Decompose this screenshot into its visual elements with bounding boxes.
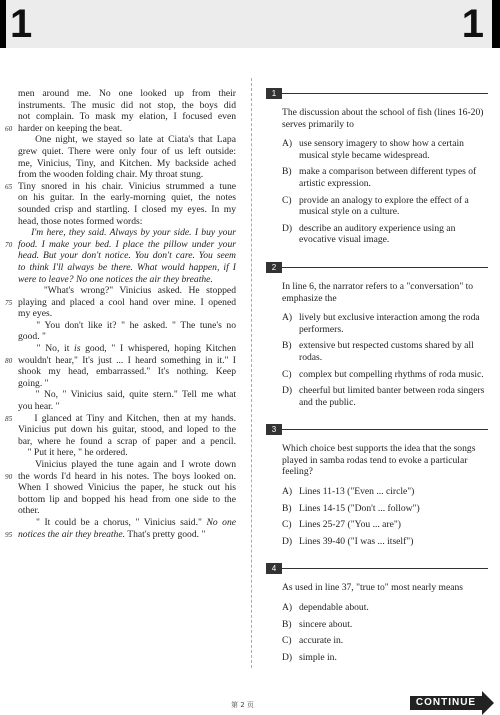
question-number: 2 (266, 262, 282, 273)
choice-letter: D) (282, 651, 293, 663)
choice-text: accurate in. (299, 635, 344, 647)
question-3 (266, 424, 488, 547)
choice-letter: B) (282, 618, 292, 630)
answer-choice[interactable] (282, 340, 488, 363)
line-number: 95 (5, 530, 13, 539)
continue-button[interactable]: CONTINUE (410, 696, 482, 710)
passage-line-text: from the wooden folding chair. My throat stung. (18, 169, 204, 181)
choice-text: simple in. (299, 651, 337, 663)
passage-line (18, 227, 236, 239)
passage-line (18, 459, 236, 471)
passage-line (5, 296, 236, 309)
question-number: 1 (266, 88, 282, 99)
choice-text: Lines 14-15 ("Don't ... follow") (299, 502, 420, 514)
question-number-bar (266, 563, 488, 574)
answer-choice[interactable] (282, 166, 488, 189)
passage-line-text: on his guitar. In the early-morning quiet, the notes (18, 192, 236, 204)
choice-letter: A) (282, 312, 293, 324)
passage-line (5, 180, 236, 193)
passage-line-text: other. (18, 505, 40, 517)
choice-letter: B) (282, 166, 292, 178)
passage-line-text: Vinicius played the tune again and I wrote down (18, 459, 236, 470)
passage-line-text: head. But your don't notice. You don't care. You seem (18, 250, 236, 262)
choice-text: complex but compelling rhythms of roda music. (299, 368, 484, 380)
passage-line-text: " Put it here, " he ordered. (18, 447, 128, 459)
question-4 (266, 563, 488, 663)
question-number-bar (266, 262, 488, 273)
choice-text: cheerful but limited banter between roda singers and the public. (299, 385, 485, 408)
question-1 (266, 88, 488, 246)
passage-line-text: going. " (18, 377, 49, 389)
choice-text: Lines 25-27 ("You ... are") (299, 519, 401, 531)
question-number-bar (266, 88, 488, 99)
passage-line (5, 122, 236, 135)
passage-line (18, 250, 236, 262)
answer-choices (266, 312, 488, 408)
answer-choices (266, 138, 488, 246)
continue-arrow-icon[interactable] (482, 691, 494, 715)
passage-line (18, 134, 236, 146)
passage-line-text: my eyes. (18, 308, 53, 320)
choice-letter: D) (282, 222, 293, 234)
answer-choices (266, 602, 488, 663)
question-stem: As used in line 37, "true to" most nearly means (282, 582, 464, 594)
header-right-bar (492, 0, 500, 48)
passage-line-text: I'm here, they said. Always by your side. I buy your (31, 227, 236, 239)
question-rule (266, 93, 488, 94)
passage-line (18, 285, 236, 297)
passage-line-text: shook my head, embarrassed." It's nothing. Keep (18, 366, 236, 378)
passage-line (18, 447, 236, 459)
passage-line (18, 146, 236, 158)
line-number: 70 (5, 240, 13, 249)
passage-line-text: bottom lip and bopped his head from one side to the (18, 493, 236, 505)
passage-line-text: the words I'd heard in his notes. The boys looked on. (18, 470, 236, 482)
passage-line-text: not complain. To mask my elation, I focused even (18, 111, 236, 123)
answer-choice[interactable] (282, 635, 488, 647)
passage-line (18, 494, 236, 506)
choice-text: describe an auditory experience using an evocative visual image. (299, 222, 456, 246)
line-number: 80 (5, 356, 13, 365)
passage-line (18, 517, 236, 529)
question-2 (266, 262, 488, 408)
passage-line (5, 528, 236, 541)
passage-line-text: bar, where he found a scrap of paper and a pencil. (18, 435, 236, 447)
passage-line (18, 262, 236, 274)
passage-line (18, 158, 236, 170)
passage-line (18, 482, 236, 494)
section-number-right: 1 (461, 2, 484, 46)
reading-passage (5, 88, 236, 540)
choice-letter: A) (282, 602, 293, 614)
line-number: 85 (5, 414, 13, 423)
passage-line (18, 204, 236, 216)
answer-choice[interactable] (282, 503, 488, 515)
question-number-bar (266, 424, 488, 435)
passage-line-text: wouldn't hear," It's just ... I heard something in it." I (18, 354, 236, 366)
choice-text: use sensory imagery to show how a certain musical style became widespread. (299, 138, 464, 161)
passage-line-text: One night, we stayed so late at Ciata's that Lapa (18, 134, 236, 146)
passage-line (5, 470, 236, 483)
passage-line (18, 366, 236, 378)
passage-line (18, 88, 236, 100)
question-number: 3 (266, 424, 282, 435)
question-stem: Which choice best supports the idea that the songs played in samba rodas tend to evoke a particular feeling? (282, 443, 476, 478)
choice-letter: D) (282, 385, 293, 397)
passage-line-text: good. " (18, 331, 46, 343)
choice-letter: B) (282, 502, 292, 514)
question-rule (266, 267, 488, 268)
passage-line (5, 238, 236, 251)
passage-line (18, 169, 236, 181)
passage-line-text: playing and placed a cool hand over mine. I opened (18, 296, 236, 308)
passage-line (18, 192, 236, 204)
passage-line-text: I glanced at Tiny and Kitchen, then at my hands. (18, 412, 236, 424)
choice-letter: C) (282, 519, 292, 531)
choice-letter: A) (282, 486, 293, 498)
passage-line (18, 378, 236, 390)
answer-choice[interactable] (282, 619, 488, 631)
answer-choice[interactable] (282, 652, 488, 664)
passage-line (18, 308, 236, 320)
answer-choice[interactable] (282, 385, 488, 408)
passage-line (5, 412, 236, 425)
line-number: 90 (5, 472, 13, 481)
question-number: 4 (266, 563, 282, 574)
passage-line-text: "What's wrong?" Vinicius asked. He stopped (18, 285, 236, 297)
passage-line (18, 100, 236, 112)
passage-line-text: " No, " Vinicius said, quite stern." Tell me what (18, 389, 236, 401)
section-header (0, 0, 500, 48)
passage-line (18, 436, 236, 448)
choice-text: Lines 39-40 ("I was ... itself") (299, 535, 414, 547)
page-number: 第 2 页 (231, 701, 254, 709)
question-rule (266, 429, 488, 430)
passage-line (18, 343, 236, 355)
choice-letter: C) (282, 635, 292, 647)
question-stem: In line 6, the narrator refers to a "conversation" to emphasize the (282, 280, 474, 304)
choice-text: provide an analogy to explore the effect of a musical style on a culture. (299, 194, 469, 218)
passage-line (18, 320, 236, 332)
passage-line (18, 505, 236, 517)
passage-line-text: grew quiet. There were only four of us left outside: (18, 145, 236, 157)
passage-line (18, 216, 236, 228)
answer-choice[interactable] (282, 536, 488, 548)
passage-line-text: head, those notes formed words: (18, 215, 143, 227)
line-number: 65 (5, 182, 13, 191)
section-number-left: 1 (10, 2, 33, 46)
passage-line (18, 111, 236, 123)
passage-line-text: me, Vinicius, Tiny, and Kitchen. My backside ached (18, 157, 236, 169)
line-number: 60 (5, 124, 13, 133)
question-stem: The discussion about the school of fish (lines 16-20) serves primarily to (282, 107, 484, 130)
answer-choice[interactable] (282, 223, 488, 246)
passage-line-text: Vinicius put down his guitar, stood, and loped to the (18, 424, 236, 436)
choice-letter: C) (282, 368, 292, 380)
passage-line-text: harder on keeping the beat. (18, 122, 123, 134)
choice-letter: A) (282, 138, 293, 150)
passage-line (18, 389, 236, 401)
passage-line-text: sounded crisp and startling. I closed my eyes. In my (18, 203, 236, 215)
answer-choice[interactable] (282, 312, 488, 335)
passage-line-text: " No, it is good, " I whispered, hoping Kitchen (18, 343, 236, 355)
header-left-bar (0, 0, 6, 48)
line-number: 75 (5, 298, 13, 307)
choice-text: make a comparison between different types of artistic expression. (299, 166, 477, 189)
passage-line (18, 274, 236, 286)
answer-choice[interactable] (282, 369, 488, 381)
column-divider (251, 78, 252, 668)
passage-line-text: instruments. The music did not stop, the boys did (18, 99, 236, 111)
answer-choice[interactable] (282, 486, 488, 498)
choice-letter: B) (282, 340, 292, 352)
choice-letter: D) (282, 535, 293, 547)
answer-choice[interactable] (282, 195, 488, 218)
questions-column (266, 88, 488, 679)
passage-line-text: men around me. No one looked up from their (18, 88, 236, 99)
passage-line-text: Tiny snored in his chair. Vinicius strummed a tune (18, 180, 236, 192)
answer-choices (266, 486, 488, 547)
passage-line-text: food. I make your bed. I place the pillow under your (18, 238, 236, 250)
passage-line-text: notices the air they breathe. That's pretty good. " (18, 528, 206, 540)
choice-text: dependable about. (299, 602, 369, 614)
passage-line-text: When I showed Vinicius the paper, he stuck out his (18, 482, 236, 494)
choice-text: Lines 11-13 ("Even ... circle") (299, 486, 415, 498)
answer-choice[interactable] (282, 519, 488, 531)
answer-choice[interactable] (282, 602, 488, 614)
question-rule (266, 568, 488, 569)
passage-line-text: " It could be a chorus, " Vinicius said." No one (18, 516, 236, 528)
passage-line (18, 424, 236, 436)
passage-line (18, 401, 236, 413)
choice-text: sincere about. (299, 618, 353, 630)
passage-line (18, 331, 236, 343)
choice-letter: C) (282, 194, 292, 206)
passage-line-text: were to leave? No one notices the air they breathe. (18, 273, 213, 285)
answer-choice[interactable] (282, 138, 488, 161)
passage-line-text: to think I'll always be there. What would happen, if I (18, 261, 236, 273)
passage-line (5, 354, 236, 367)
choice-text: extensive but respected customs shared by all rodas. (299, 340, 474, 363)
choice-text: lively but exclusive interaction among the roda performers. (299, 312, 480, 335)
passage-line-text: you hear. " (18, 401, 60, 413)
passage-line-text: " You don't like it? " he asked. " The tune's no (18, 319, 236, 331)
